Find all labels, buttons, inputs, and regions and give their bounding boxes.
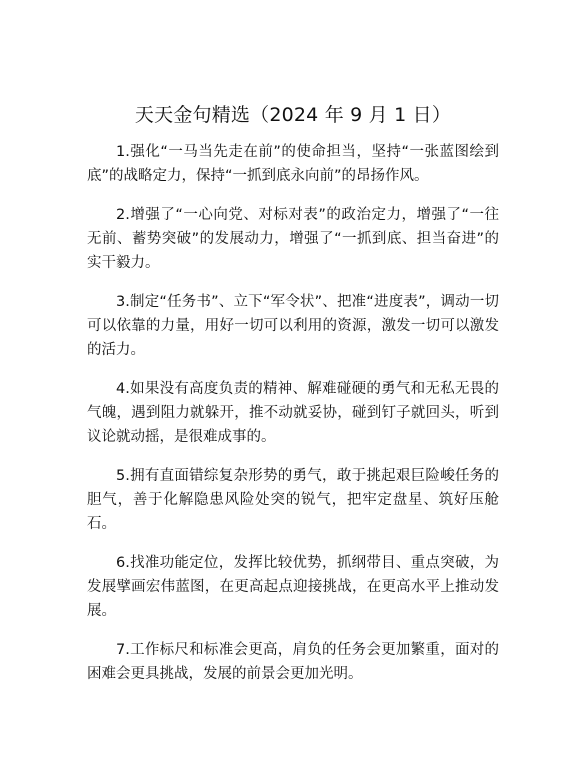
document-title: 天天金句精选（2024 年 9 月 1 日） [134, 104, 452, 126]
document-body [87, 140, 499, 701]
paragraph-6: 6.找准功能定位，发挥比较优势，抓纲带目、重点突破，为发展擘画宏伟蓝图，在更高起点迎接挑战，在更高水平上推动发展。 [87, 555, 499, 619]
paragraph-1: 1.强化“一马当先走在前”的使命担当，坚持“一张蓝图绘到底”的战略定力，保持“一抓到底永向前”的昂扬作风。 [87, 144, 499, 184]
paragraph-5: 5.拥有直面错综复杂形势的勇气，敢于挑起艰巨险峻任务的胆气，善于化解隐患风险处突的锐气，把牢定盘星、筑好压舱石。 [87, 468, 499, 532]
paragraph-4: 4.如果没有高度负责的精神、解难碰硬的勇气和无私无畏的气魄，遇到阻力就躲开，推不动就妥协，碰到钉子就回头，听到议论就动摇，是很难成事的。 [87, 381, 499, 445]
paragraph-7: 7.工作标尺和标准会更高，肩负的任务会更加繁重，面对的困难会更具挑战，发展的前景会更加光明。 [87, 642, 499, 682]
paragraph-2: 2.增强了“一心向党、对标对表”的政治定力，增强了“一往无前、蓄势突破”的发展动力，增强了“一抓到底、担当奋进”的实干毅力。 [87, 207, 499, 271]
paragraph-3: 3.制定“任务书”、立下“军令状”、把准“进度表”，调动一切可以依靠的力量，用好一切可以利用的资源，激发一切可以激发的活力。 [87, 294, 499, 358]
